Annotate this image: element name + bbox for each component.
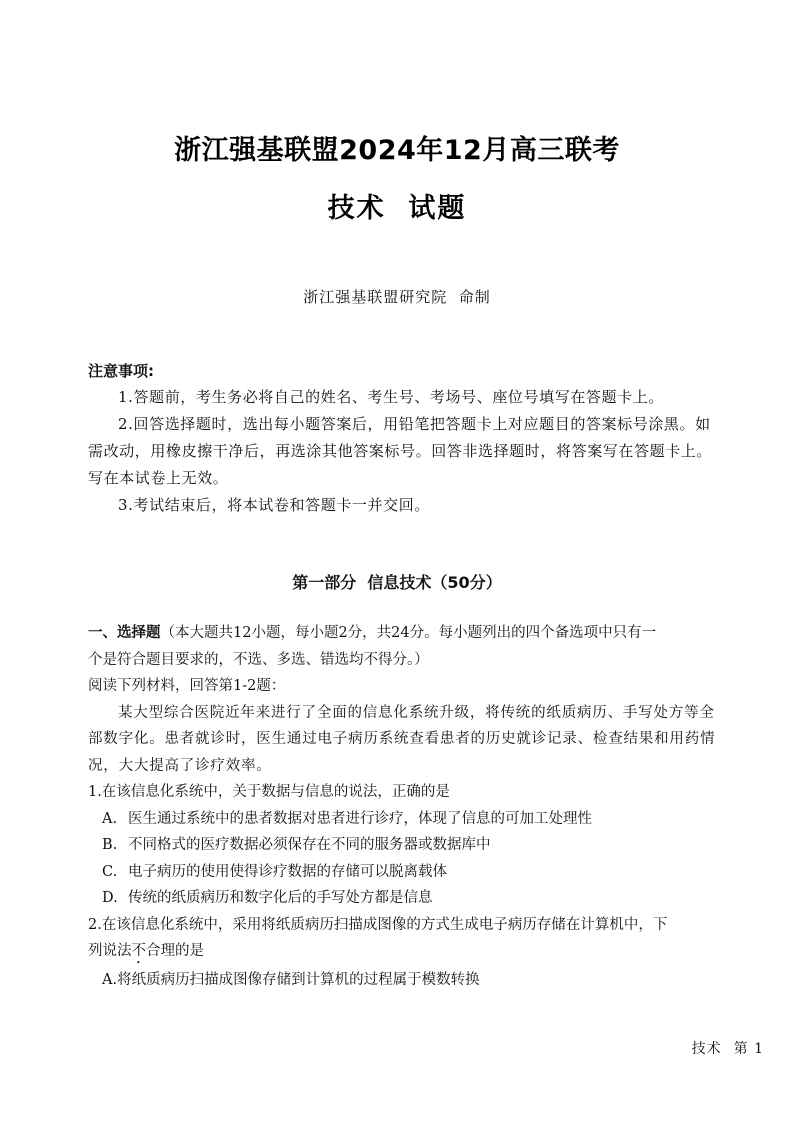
option-text: 传统的纸质病历和数字化后的手写处方都是信息 [128,890,433,906]
question-1-option-a [88,806,720,833]
part-title: 第一部分 信息技术（50分） [292,573,502,592]
option-label: B. [102,837,118,853]
option-text: 电子病历的使用使得诊疗数据的存储可以脱离载体 [128,863,447,880]
reading-intro: 阅读下列材料，回答第1-2题： [88,678,286,694]
footer-subject: 技术 [691,1041,722,1057]
section-description: （本大题共12小题，每小题2分，共24分。每小题列出的四个备选项中只有一 [160,625,657,641]
footer-page-number: 第 1 [733,1041,764,1057]
notice-heading: 注意事项: [88,362,154,380]
option-label: A. [102,810,118,827]
option-label: C. [102,863,118,880]
exam-subtitle: 技术 试题 [327,193,467,224]
stem-text: 列说法 [88,943,132,959]
page-footer [692,1038,764,1058]
question-1-option-c [88,859,720,886]
reading-passage: 某大型综合医院近年来进行了全面的信息化系统升级，将传统的纸质病历、手写处方等全部数字化。患者就诊时，医生通过电子病历系统查看患者的历史就诊记录、检查结果和用药情况，大大提高了诊疗效率。 [88,704,716,774]
section-heading: 一、选择题 [88,625,161,641]
question-2-stem-cont [88,938,720,967]
notice-item: 3.考试结束后，将本试卷和答题卡一并交回。 [118,496,430,514]
question-2-option-a: A.将纸质病历扫描成图像存储到计算机的过程属于模数转换 [102,972,480,988]
section-description-cont: 个是符合题目要求的，不选、多选、错选均不得分。） [88,651,429,668]
notice-section [88,358,718,519]
question-2-stem: 2.在该信息化系统中，采用将纸质病历扫描成图像的方式生成电子病历存储在计算机中，下 [88,916,668,933]
question-1-stem: 1.在该信息化系统中，关于数据与信息的说法，正确的是 [88,784,450,800]
exam-title: 浙江强基联盟2024年12月高三联考 [174,135,620,166]
option-text: 不同格式的医疗数据必须保存在不同的服务器或数据库中 [128,837,491,853]
question-section [88,620,720,994]
stem-text: 合理的是 [146,943,204,959]
notice-item: 1.答题前，考生务必将自己的姓名、考生号、考场号、座位号填写在答题卡上。 [118,388,664,406]
emphasized-word: 不 [131,943,146,959]
option-text: 医生通过系统中的患者数据对患者进行诊疗，体现了信息的可加工处理性 [128,810,592,827]
section-heading-line [88,620,720,647]
exam-author: 浙江强基联盟研究院 命制 [303,288,491,306]
notice-item: 2.回答选择题时，选出每小题答案后，用铅笔把答题卡上对应题目的答案标号涂黑。如需改动，用橡皮擦干净后，再选涂其他答案标号。回答非选择题时，将答案写在答题卡上。写在本试卷上无效。 [88,415,713,487]
question-1-option-b [88,832,720,859]
question-1-option-d [88,885,720,912]
option-label: D. [102,890,118,906]
